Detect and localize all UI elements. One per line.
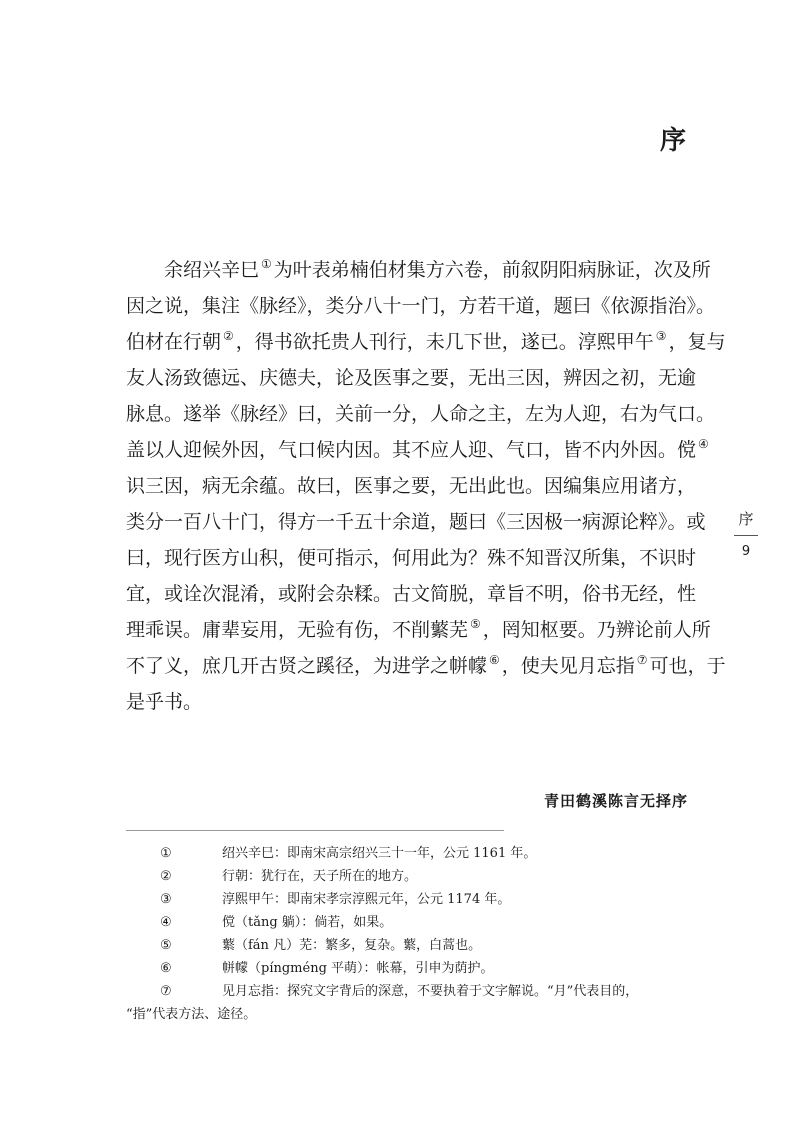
body-line xyxy=(126,252,711,288)
body-line xyxy=(126,288,716,324)
body-text-segment: ，使夫见月忘指 xyxy=(501,655,635,677)
footnote-item xyxy=(126,911,694,934)
footnote-text: 绍兴辛巳：即南宋高宗绍兴三十一年，公元 1161 年。 xyxy=(222,846,537,861)
footnote-text: 行朝：犹行在，天子所在的地方。 xyxy=(222,869,418,884)
body-text-segment: 可也，于 xyxy=(649,655,726,677)
body-line xyxy=(126,324,726,360)
footnote-number: ② xyxy=(160,869,172,884)
footnote-item xyxy=(126,957,694,980)
footnote-number: ⑥ xyxy=(160,961,172,976)
footnote-item xyxy=(126,888,694,911)
body-line xyxy=(126,468,697,504)
footnote-item xyxy=(126,980,694,1003)
body-text-segment: 宜，或诠次混淆，或附会杂糅。古文简脱，章旨不明，俗书无经，性 xyxy=(126,583,697,605)
footnote-marker: ④ xyxy=(698,437,709,451)
body-text-segment: 脉息。遂举《脉经》曰，关前一分，人命之主，左为人迎，右为气口。 xyxy=(126,403,716,425)
footnote-marker: ⑥ xyxy=(489,653,500,667)
footnote-text: 淳熙甲午：即南宋孝宗淳熙元年，公元 1174 年。 xyxy=(222,892,511,907)
body-text-segment: 伯材在行朝 xyxy=(126,331,222,353)
body-text-segment: 余绍兴辛巳 xyxy=(164,259,260,281)
footnote-divider xyxy=(126,830,504,831)
footnote-text: 蘩（fán 凡）芜：繁多，复杂。蘩，白蒿也。 xyxy=(222,938,482,953)
body-text-segment: 盖以人迎候外因，气口候内因。其不应人迎、气口，皆不内外因。傥 xyxy=(126,439,697,461)
body-text-segment: 为叶表弟楠伯材集方六卷，前叙阴阳病脉证，次及所 xyxy=(273,259,711,281)
footnote-marker: ⑦ xyxy=(636,653,648,667)
footnote-text: 见月忘指：探究文字背后的深意，不要执着于文字解说。“月”代表目的， xyxy=(222,984,639,999)
body-text-segment: 类分一百八十门，得方一千五十余道，题曰《三因极一病源论粹》。或 xyxy=(126,511,706,533)
body-line xyxy=(126,504,706,540)
body-text-segment: 是乎书。 xyxy=(126,691,203,713)
body-text xyxy=(126,252,726,720)
body-line xyxy=(126,576,697,612)
body-text-segment: 理乖误。庸辈妄用，无验有伤，不削蘩芜 xyxy=(126,619,469,641)
body-line xyxy=(126,684,690,720)
footnote-item xyxy=(126,842,694,865)
body-text-segment: 因之说，集注《脉经》，类分八十一门，方若干道，题曰《依源指治》。 xyxy=(126,295,716,317)
side-tab xyxy=(732,508,760,559)
footnote-marker: ③ xyxy=(655,329,667,343)
body-line xyxy=(126,360,697,396)
footnote-item xyxy=(126,934,694,957)
signature: 青田鹤溪陈言无择序 xyxy=(543,792,688,810)
footnote-number: ④ xyxy=(160,915,172,930)
body-text-segment: 友人汤致德远、庆德夫，论及医事之要，无出三因，辨因之初，无逾 xyxy=(126,367,697,389)
page-number: 9 xyxy=(741,544,751,559)
footnote-number: ⑦ xyxy=(160,984,172,999)
footnote-number: ① xyxy=(160,846,172,861)
footnote-marker: ① xyxy=(261,257,272,271)
page-title: 序 xyxy=(659,126,688,156)
body-text-segment: 曰，现行医方山积，便可指示，何用此为？殊不知晋汉所集，不识时 xyxy=(126,547,697,569)
footnote-marker: ② xyxy=(223,329,234,343)
footnote-continuation: “指”代表方法、途径。 xyxy=(126,1007,257,1022)
footnote-item xyxy=(126,865,694,888)
body-text-segment: ，罔知枢要。乃辨论前人所 xyxy=(482,619,711,641)
side-tab-label: 序 xyxy=(738,510,754,528)
body-text-segment: ，复与 xyxy=(668,331,726,353)
body-line xyxy=(126,612,711,648)
body-text-segment: ，得书欲托贵人刊行，未几下世，遂已。淳熙甲午 xyxy=(235,331,654,353)
body-line xyxy=(126,396,716,432)
side-tab-rule xyxy=(734,535,758,536)
body-text-segment: 识三因，病无余蕴。故曰，医事之要，无出此也。因编集应用诸方， xyxy=(126,475,697,497)
footnote-marker: ⑤ xyxy=(470,617,481,631)
footnote-number: ⑤ xyxy=(160,938,172,953)
body-line xyxy=(126,432,709,468)
footnote-text: 傥（tǎng 躺）：倘若，如果。 xyxy=(222,915,393,930)
footnote-number: ③ xyxy=(160,892,172,907)
body-line xyxy=(126,540,697,576)
body-text-segment: 不了义，庶几开古贤之蹊径，为进学之帡幪 xyxy=(126,655,488,677)
body-line xyxy=(126,648,726,684)
footnote-text: 帡幪（píngméng 平萌）：帐幕，引申为荫护。 xyxy=(222,961,494,976)
footnotes xyxy=(126,842,694,1026)
